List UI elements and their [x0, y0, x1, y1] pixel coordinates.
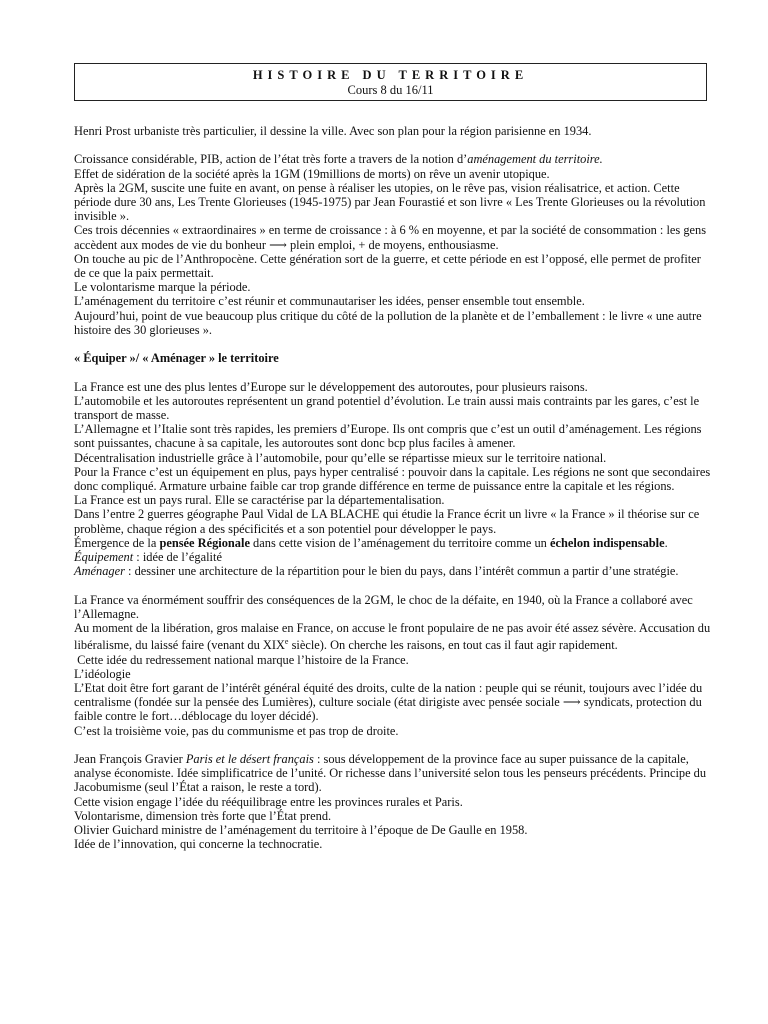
paragraph [74, 550, 714, 564]
paragraph [74, 152, 714, 166]
text-run: : dessiner une architecture de la répartition pour le bien du pays, dans l’intérêt commun a partir d’une stratégie. [124, 564, 679, 579]
text-run: Croissance considérable, PIB, action de l’état très forte a travers de la notion d’ [74, 152, 468, 167]
paragraph [74, 536, 714, 550]
title-box [74, 63, 707, 101]
paragraph [74, 564, 714, 578]
paragraph: La France est une des plus lentes d’Europe sur le développement des autoroutes, pour plusieurs raisons. [74, 379, 588, 394]
paragraph: L’Allemagne et l’Italie sont très rapides, les premiers d’Europe. Ils ont compris que c’est un outil d’aménagement. Les régions sont puissantes, chacune à sa capitale, les autoroutes sont donc bcp plus faciles à amener. [74, 422, 702, 451]
paragraph: L’aménagement du territoire c’est réunir et communautariser les idées, penser ensemble tout ensemble. [74, 294, 585, 309]
paragraph [74, 621, 714, 653]
paragraph: Cette vision engage l’idée du rééquilibrage entre les provinces rurales et Paris. [74, 794, 463, 809]
paragraph: L’Etat doit être fort garant de l’intérêt général équité des droits, culte de la nation : peuple qui se réunit, toujours avec l’idée du centralisme (fondée sur la pensée des Lumières), culture sociale (état dirigiste avec pensée sociale ⟶ syndicats, protection du faible contre le fort…déblocage du loyer décidé). [74, 680, 703, 724]
paragraph: Idée de l’innovation, qui concerne la technocratie. [74, 837, 323, 852]
document-subtitle: Cours 8 du 16/11 [347, 83, 434, 97]
paragraph: La France est un pays rural. Elle se caractérise par la départementalisation. [74, 493, 445, 508]
text-run: Au moment de la libération, gros malaise en France, on accuse le front populaire de ne pas avoir été assez sévère. Accusation du libéralisme, du laissé faire (venant du XIX [74, 621, 711, 653]
italic-term: Paris et le désert français [185, 751, 314, 766]
paragraph: Cette idée du redressement national marque l’histoire de la France. [74, 652, 409, 667]
paragraph: C’est la troisième voie, pas du communisme et pas trop de droite. [74, 723, 399, 738]
paragraph: L’idéologie [74, 666, 131, 681]
paragraph: Décentralisation industrielle grâce à l’automobile, pour qu’elle se répartisse mieux sur le territoire national. [74, 450, 607, 465]
text-run: Jean François Gravier [74, 751, 186, 766]
text-run: siècle). On cherche les raisons, en tout cas il faut agir rapidement. [288, 638, 618, 653]
paragraph: Volontarisme, dimension très forte que l’État prend. [74, 808, 332, 823]
paragraph [74, 752, 714, 795]
paragraph: Henri Prost urbaniste très particulier, il dessine la ville. Avec son plan pour la région parisienne en 1934. [74, 124, 592, 138]
text-run: Émergence de la [74, 535, 160, 550]
italic-term: Équipement [74, 550, 134, 565]
paragraph: On touche au pic de l’Anthropocène. Cette génération sort de la guerre, et cette période en est l’opposé, elle permet de profiter de ce que la paix permettait. [74, 251, 701, 281]
italic-term: aménagement du territoire. [467, 152, 603, 167]
document-body [74, 124, 714, 851]
paragraph: Le volontarisme marque la période. [74, 280, 251, 295]
italic-term: Aménager [74, 564, 125, 579]
paragraph: Aujourd’hui, point de vue beaucoup plus critique du côté de la pollution de la planète et de l’emballement : le livre « une autre histoire des 30 glorieuses ». [74, 308, 702, 337]
text-run: : idée de l’égalité [133, 550, 222, 565]
paragraph: Dans l’entre 2 guerres géographe Paul Vidal de LA BLACHE qui étudie la France écrit un livre « la France » il théorise sur ce problème, chaque région a des spécificités et a son potentiel pour développer le pays. [74, 507, 700, 536]
text-run: . [664, 535, 668, 550]
document-title: HISTOIRE DU TERRITOIRE [252, 68, 529, 82]
paragraph: Pour la France c’est un équipement en plus, pays hyper centralisé : pouvoir dans la capitale. Les régions ne sont que secondaires donc compliqué. Armature urbaine faible car trop grande différence en terme de puissance entre la capitale et les régions. [74, 464, 711, 494]
bold-term: échelon indispensable [549, 535, 665, 550]
paragraph: La France va énormément souffrir des conséquences de la 2GM, le choc de la défaite, en 1940, où la France a collaboré avec l’Allemagne. [74, 592, 693, 621]
paragraph: Olivier Guichard ministre de l’aménagement du territoire à l’époque de De Gaulle en 1958. [74, 823, 528, 837]
paragraph: Ces trois décennies « extraordinaires » en terme de croissance : à 6 % en moyenne, et par la société de consommation : les gens accèdent aux modes de vie du bonheur ⟶ plein emploi, + de moyens, enthousiasme. [74, 223, 707, 252]
bold-term: pensée Régionale [159, 535, 250, 550]
section-heading: « Équiper »/ « Aménager » le territoire [74, 351, 279, 366]
text-run: : sous développement de la province face au super puissance de la capitale, analyse économiste. Idée simplificatrice de l’unité. Or richesse dans l’université selon tous les penseurs précédents. Principe du Jacobumisme (seul l’État a raison, le reste a tord). [74, 751, 707, 795]
paragraph: Après la 2GM, suscite une fuite en avant, on pense à réaliser les utopies, on le rêve pas, vision réalisatrice, et action. Cette période dure 30 ans, Les Trente Glorieuses (1945-1975) par Jean Fourastié et son livre « Les Trente Glorieuses ou la révolution invisible ». [74, 180, 706, 224]
paragraph: Effet de sidération de la société après la 1GM (19millions de morts) on rêve un avenir utopique. [74, 166, 550, 181]
paragraph: L’automobile et les autoroutes représentent un grand potentiel d’évolution. Le train aussi mais contraints par les gares, c’est le transport de masse. [74, 393, 700, 423]
text-run: dans cette vision de l’aménagement du territoire comme un [249, 535, 550, 550]
superscript: e [284, 637, 289, 647]
